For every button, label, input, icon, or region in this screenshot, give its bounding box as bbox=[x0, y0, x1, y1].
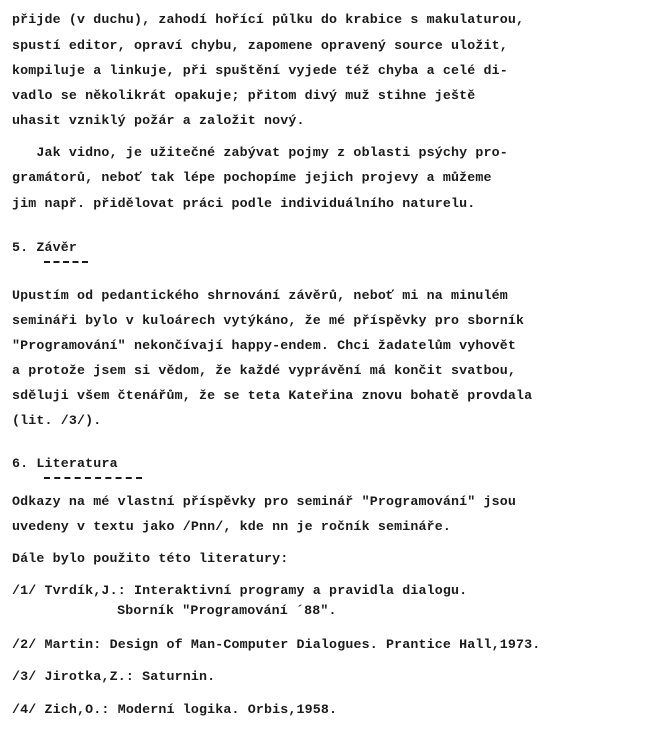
reference-3-number: /3/ bbox=[12, 669, 37, 684]
section6-title: Literatura bbox=[36, 456, 118, 471]
section5-line-5: sděluji všem čtenářům, že se teta Kateřina znovu bohatě provdala bbox=[12, 388, 533, 403]
intro-line-2: spustí editor, opraví chybu, zapomene opravený source uložit, bbox=[12, 38, 508, 53]
reference-3 bbox=[12, 669, 215, 685]
section5-heading bbox=[12, 240, 77, 256]
reference-2-number: /2/ bbox=[12, 637, 37, 652]
reference-4-number: /4/ bbox=[12, 702, 37, 717]
reference-2-line-1: Martin: Design of Man-Computer Dialogues. Prantice Hall,1973. bbox=[44, 637, 541, 652]
also-used-line: Dále bylo použito této literatury: bbox=[12, 551, 289, 566]
section6-intro-line-1: Odkazy na mé vlastní příspěvky pro seminář "Programování" jsou bbox=[12, 494, 517, 509]
section5-line-2: semináři bylo v kuloárech vytýkáno, že mé příspěvky pro sborník bbox=[12, 313, 525, 328]
section6-heading bbox=[12, 456, 118, 472]
section6-intro-line-2: uvedeny v textu jako /Pnn/, kde nn je ročník semináře. bbox=[12, 519, 451, 534]
section5-line-3: "Programování" nekončívají happy-endem. Chci žadatelům vyhovět bbox=[12, 338, 517, 353]
para2-line-1: Jak vidno, je užitečné zabývat pojmy z oblasti psýchy pro- bbox=[12, 145, 508, 160]
reference-1 bbox=[12, 583, 467, 599]
section5-title: Závěr bbox=[36, 240, 78, 255]
section5-line-6: (lit. /3/). bbox=[12, 413, 102, 428]
section5-number: 5. bbox=[12, 240, 29, 255]
intro-line-1: přijde (v duchu), zahodí hořící půlku do krabice s makulaturou, bbox=[12, 12, 525, 27]
para2-line-3: jim např. přidělovat práci podle individuálního naturelu. bbox=[12, 196, 476, 211]
section5-underline bbox=[44, 261, 88, 263]
reference-1-line-2: Sborník "Programování ´88". bbox=[44, 603, 337, 618]
section6-number: 6. bbox=[12, 456, 29, 471]
section5-line-4: a protože jsem si vědom, že každé vyprávění má končit svatbou, bbox=[12, 363, 517, 378]
reference-4-line-1: Zich,O.: Moderní logika. Orbis,1958. bbox=[44, 702, 338, 717]
reference-2 bbox=[12, 637, 540, 653]
intro-line-3: kompiluje a linkuje, při spuštění vyjede též chyba a celé di- bbox=[12, 63, 508, 78]
reference-4 bbox=[12, 702, 337, 718]
section5-line-1: Upustím od pedantického shrnování závěrů, neboť mi na minulém bbox=[12, 288, 508, 303]
intro-line-5: uhasit vzniklý požár a založit nový. bbox=[12, 113, 305, 128]
intro-line-4: vadlo se několikrát opakuje; přitom divý muž stihne ještě bbox=[12, 88, 476, 103]
reference-1-number: /1/ bbox=[12, 583, 37, 598]
section6-underline bbox=[44, 477, 142, 479]
para2-line-2: gramátorů, neboť tak lépe pochopíme jejich projevy a můžeme bbox=[12, 170, 492, 185]
reference-3-line-1: Jirotka,Z.: Saturnin. bbox=[44, 669, 216, 684]
reference-1-line-1: Tvrdík,J.: Interaktivní programy a pravidla dialogu. bbox=[44, 583, 468, 598]
